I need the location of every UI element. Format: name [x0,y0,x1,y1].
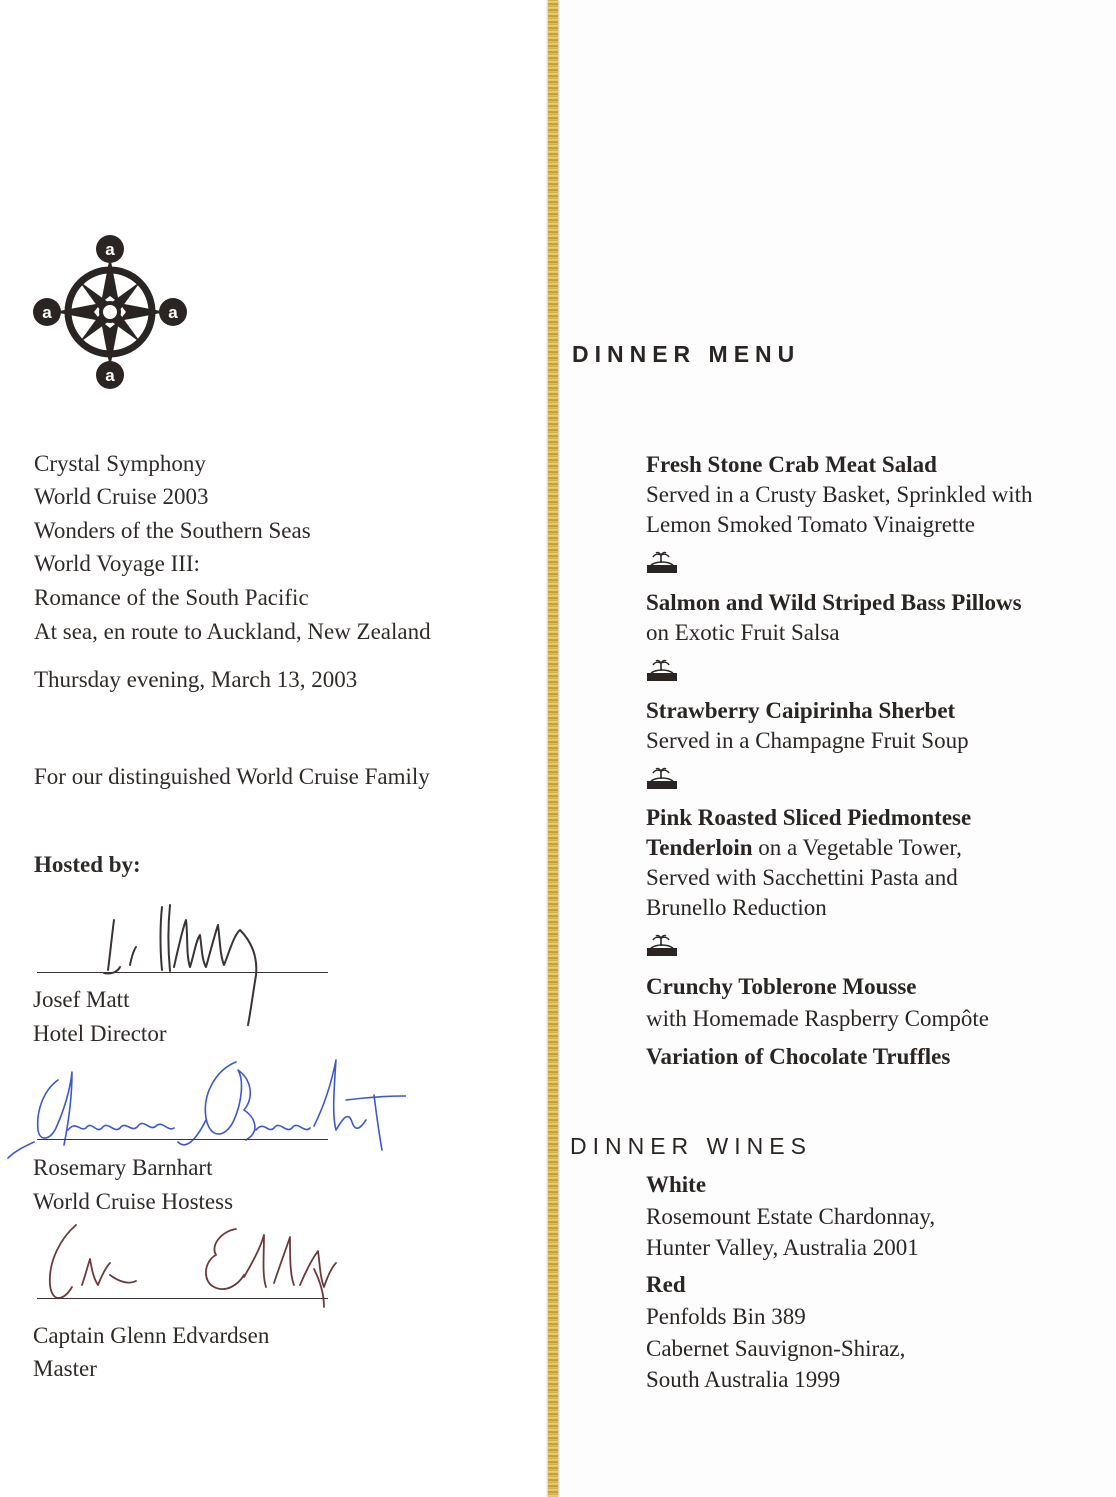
logo-letter: a [168,303,178,322]
left-page [0,0,551,1497]
cover-dedication: For our distinguished World Cruise Family [34,764,430,789]
island-icon [647,659,677,683]
host-name: Rosemary Barnhart [33,1155,213,1180]
host-name: Captain Glenn Edvardsen [33,1323,270,1348]
course-name: Fresh Stone Crab Meat Salad [646,452,937,477]
wine-line: South Australia 1999 [646,1367,841,1392]
signature-line [37,972,328,973]
host-title: World Cruise Hostess [33,1189,234,1214]
gold-spine-cord [548,0,558,1497]
signature-rosemary-barnhart [6,1050,406,1165]
hosted-by-label: Hosted by: [34,852,141,877]
course-name: Variation of Chocolate Truffles [646,1044,951,1069]
island-icon [647,551,677,575]
course-desc: Served in a Crusty Basket, Sprinkled with [646,482,1033,507]
course-desc: Served in a Champagne Fruit Soup [646,728,969,753]
logo-letter: a [105,366,115,385]
course-desc: Lemon Smoked Tomato Vinaigrette [646,512,975,537]
signature-glenn-edvardsen [38,1215,338,1310]
host-title: Hotel Director [33,1021,167,1046]
island-icon [647,934,677,958]
course-name: Strawberry Caipirinha Sherbet [646,698,956,723]
dinner-wines-heading: DINNER WINES [570,1133,812,1159]
course-name: Pink Roasted Sliced Piedmontese [646,805,972,830]
logo-letter: a [42,303,52,322]
course-desc: on Exotic Fruit Salsa [646,620,840,645]
cover-date: Thursday evening, March 13, 2003 [34,667,358,692]
cover-line-location: At sea, en route to Auckland, New Zealand [34,619,431,644]
cover-line-theme: Wonders of the Southern Seas [34,518,311,543]
logo-letter: a [105,240,115,259]
compass-rose-icon [30,234,190,390]
course-name-line [646,833,962,863]
signature-line [37,1139,328,1140]
host-title: Master [33,1356,97,1381]
wine-type-label: White [646,1172,707,1197]
island-icon [647,767,677,791]
cover-line-romance: Romance of the South Pacific [34,585,309,610]
wine-line: Cabernet Sauvignon-Shiraz, [646,1336,906,1361]
wine-line: Penfolds Bin 389 [646,1304,806,1329]
wine-line: Rosemount Estate Chardonnay, [646,1204,936,1229]
cover-line-cruise: World Cruise 2003 [34,484,209,509]
cover-line-voyage: World Voyage III: [34,551,200,576]
course-name: Tenderloin [646,835,753,860]
wine-type-label: Red [646,1272,686,1297]
course-desc: Served with Sacchettini Pasta and [646,865,958,890]
host-name: Josef Matt [33,987,130,1012]
cover-line-ship: Crystal Symphony [34,451,206,476]
wine-line: Hunter Valley, Australia 2001 [646,1235,919,1260]
course-name: Salmon and Wild Striped Bass Pillows [646,590,1022,615]
dinner-menu-heading: DINNER MENU [572,341,801,367]
course-name: Crunchy Toblerone Mousse [646,974,917,999]
signature-line [37,1298,328,1299]
course-desc: Brunello Reduction [646,895,827,920]
course-desc: on a Vegetable Tower, [758,835,962,860]
course-desc: with Homemade Raspberry Compôte [646,1006,990,1031]
